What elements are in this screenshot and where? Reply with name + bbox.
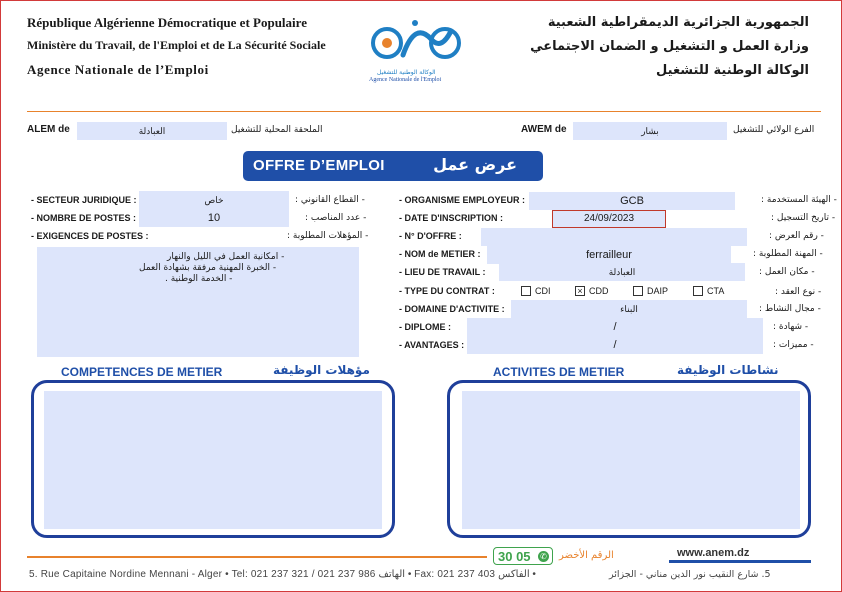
footer-rule-left: [27, 556, 487, 558]
date-field[interactable]: 24/09/2023: [552, 210, 666, 228]
metier-field[interactable]: ferrailleur: [487, 246, 731, 264]
lieu-label: - LIEU DE TRAVAIL :: [399, 267, 486, 277]
contrat-label-ar: - نوع العقد :: [775, 287, 822, 297]
green-number-label-ar: الرقم الأخضر: [559, 550, 614, 561]
activites-field[interactable]: [462, 391, 800, 529]
alem-label: ALEM de: [27, 124, 70, 135]
offer-banner: [243, 151, 543, 181]
green-number-badge: [493, 547, 553, 565]
cdd-checkbox[interactable]: ×: [575, 286, 585, 296]
banner-title-fr: OFFRE D’EMPLOI: [253, 157, 385, 174]
header-republic-fr: République Algérienne Démocratique et Populaire: [27, 15, 307, 30]
activites-title: ACTIVITES DE METIER: [493, 365, 625, 379]
cdd-label: CDD: [589, 286, 609, 296]
domaine-label: - DOMAINE D'ACTIVITE :: [399, 304, 505, 314]
cta-label: CTA: [707, 286, 725, 296]
footer-rule-right: [669, 560, 811, 563]
website-link[interactable]: www.anem.dz: [677, 547, 750, 559]
anem-logo-icon: [367, 13, 471, 69]
diplome-label: - DIPLOME :: [399, 322, 451, 332]
exigences-label-ar: - المؤهلات المطلوبة :: [287, 231, 369, 241]
exigence-line: - الخدمة الوطنية .: [165, 274, 233, 284]
competences-title-ar: مؤهلات الوظيفة: [273, 363, 370, 377]
offre-label: - N° D'OFFRE :: [399, 231, 462, 241]
daip-label: DAIP: [647, 286, 669, 296]
competences-title: COMPETENCES DE METIER: [61, 365, 223, 379]
phone-icon: ✆: [538, 551, 549, 562]
avantages-field[interactable]: /: [467, 336, 763, 354]
exigences-label: - EXIGENCES DE POSTES :: [31, 231, 149, 241]
alem-field[interactable]: العبادلة: [77, 122, 227, 140]
diplome-label-ar: - شهادة :: [773, 322, 809, 332]
anem-logo: [367, 13, 471, 83]
green-number: 30 05: [498, 549, 531, 564]
footer-address-ar: 5. شارع النقيب نور الدين مناني - الجزائر: [609, 569, 771, 580]
diplome-field[interactable]: /: [467, 318, 763, 336]
metier-label-ar: - المهنة المطلوبة :: [753, 249, 823, 259]
header-agency-ar: الوكالة الوطنية للتشغيل: [656, 63, 809, 78]
logo-caption-fr: Agence Nationale de l'Emploi: [369, 77, 442, 83]
avantages-label-ar: - مميزات :: [773, 340, 814, 350]
secteur-field[interactable]: خاص: [139, 191, 289, 209]
exigences-field[interactable]: [37, 247, 359, 357]
exigence-line: - امكانية العمل في الليل والنهار: [167, 252, 285, 262]
awem-label-ar: الفرع الولائي للتشغيل: [733, 125, 815, 135]
cdi-label: CDI: [535, 286, 551, 296]
cta-checkbox[interactable]: [693, 286, 703, 296]
offre-label-ar: - رقم العرض :: [769, 231, 824, 241]
exigence-line: - الخبرة المهنية مرفقة بشهادة العمل: [139, 263, 277, 273]
cdi-checkbox[interactable]: [521, 286, 531, 296]
banner-title-ar: عرض عمل: [433, 155, 517, 174]
daip-checkbox[interactable]: [633, 286, 643, 296]
lieu-label-ar: - مكان العمل :: [759, 267, 815, 277]
activites-box: [447, 380, 811, 538]
date-label-ar: - تاريخ التسجيل :: [771, 213, 836, 223]
header-divider: [27, 111, 821, 112]
logo-caption-ar: الوكالة الوطنية للتشغيل: [377, 69, 436, 76]
metier-label: - NOM de METIER :: [399, 249, 481, 259]
header-republic-ar: الجمهورية الجزائرية الديمقراطية الشعبية: [547, 15, 809, 30]
domaine-field[interactable]: البناء: [511, 300, 747, 318]
contrat-label: - TYPE DU CONTRAT :: [399, 286, 495, 296]
postes-label-ar: - عدد المناصب :: [305, 213, 367, 223]
postes-field[interactable]: 10: [139, 209, 289, 227]
date-label: - DATE D'INSCRIPTION :: [399, 213, 503, 223]
awem-field[interactable]: بشار: [573, 122, 727, 140]
header-ministry-fr: Ministère du Travail, de l'Emploi et de La Sécurité Sociale: [27, 38, 326, 52]
alem-label-ar: الملحقة المحلية للتشغيل: [231, 125, 323, 135]
header-ministry-ar: وزارة العمل و التشغيل و الضمان الاجتماعي: [530, 39, 809, 54]
postes-label: - NOMBRE DE POSTES :: [31, 213, 137, 223]
organisme-field[interactable]: GCB: [529, 192, 735, 210]
secteur-label-ar: - القطاع القانوني :: [295, 195, 365, 205]
activites-title-ar: نشاطات الوظيفة: [677, 363, 779, 377]
avantages-label: - AVANTAGES :: [399, 340, 465, 350]
competences-box: [31, 380, 395, 538]
footer-address: 5. Rue Capitaine Nordine Mennani - Alger • Tel: 021 237 321 / 021 237 986 الهاتف • Fax: 021 237 403 الفاكس •: [29, 569, 536, 580]
organisme-label-ar: - الهيئة المستخدمة :: [761, 195, 837, 205]
secteur-label: - SECTEUR JURIDIQUE :: [31, 195, 137, 205]
organisme-label: - ORGANISME EMPLOYEUR :: [399, 195, 526, 205]
header-agency-fr: Agence Nationale de l’Emploi: [27, 62, 209, 77]
offre-field[interactable]: [481, 228, 747, 246]
domaine-label-ar: - مجال النشاط :: [759, 304, 821, 314]
lieu-field[interactable]: العبادلة: [499, 263, 745, 281]
awem-label: AWEM de: [521, 124, 567, 135]
competences-field[interactable]: [44, 391, 382, 529]
